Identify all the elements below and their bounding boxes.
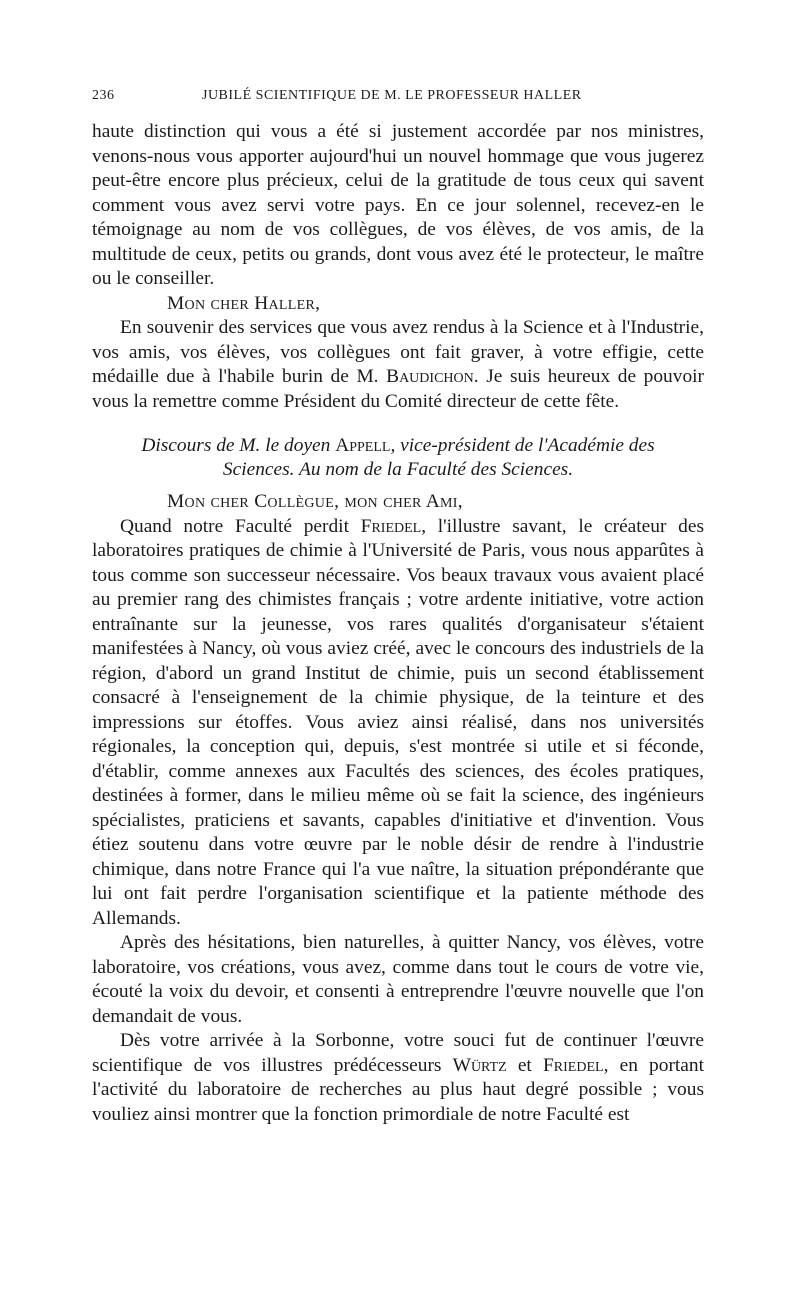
page-number: 236 — [92, 88, 115, 103]
paragraph-medal-text-a: En souvenir des services que vous avez rendus à la Science et à l'Industrie, vos amis, vos élèves, vos collègues ont fait graver, à votre effigie, cette médaille due à l'habile burin de M. — [92, 317, 704, 387]
heading-line1-rest: , vice-président de l'Académie des — [390, 435, 655, 456]
person-name-wurtz: Würtz — [452, 1054, 507, 1076]
person-name-baudichon: Baudichon — [386, 366, 474, 387]
paragraph-friedel-text-b: , l'illustre savant, le créateur des laboratoires pratiques de chimie à l'Université de Paris, vous nous apparûtes à tous comme son successeur nécessaire. Vos beaux travaux vous avaient placé au premier rang des chimistes français ; votre ardente initiative, votre action entraînante sur la jeunesse, vos rares qualités d'organisateur s'étaient manifestées à Nancy, où vous aviez créé, avec le concours des industriels de la région, d'abord un grand Institut de chimie, puis un second établissement consacré à l'enseignement de la chimie physique, de la teinture et des impressions sur étoffes. Vous aviez ainsi réalisé, dans nos universités régionales, la conception qui, depuis, s'est montrée si utile et si féconde, d'établir, comme annexes aux Facultés des sciences, des écoles pratiques, destinées à former, dans le milieu même où se fait la science, des ingénieurs spécialistes, praticiens et savants, capables d'initiative et d'invention. Vous étiez soutenu dans votre œuvre par le noble désir de rendre à l'industrie chimique, dans notre France qui l'a vue naître, la situation prépondérante que lui ont fait perdre l'organisation scientifique et la patiente méthode des Allemands. — [92, 515, 704, 929]
paragraph-continuation: haute distinction qui vous a été si justement accordée par nos ministres, venons-nous vous apporter aujourd'hui un nouvel hommage que vous jugerez peut-être encore plus précieux, celui de la gratitude de tous ceux qui savent comment vous avez servi votre pays. En ce jour solennel, recevez-en le témoignage au nom de vos collègues, de vos élèves, de vos amis, de la multitude de ceux, petits ou grands, dont vous avez été le protecteur, le maître ou le conseiller. — [92, 121, 704, 289]
paragraph-nancy: Après des hésitations, bien naturelles, à quitter Nancy, vos élèves, votre laboratoire, vos créations, vous avez, comme dans tout le cours de votre vie, écouté la voix du devoir, et consenti à entreprendre l'œuvre nouvelle que l'on demandait de vous. — [92, 932, 704, 1027]
person-name-friedel-2: Friedel — [543, 1054, 604, 1076]
running-head — [92, 88, 704, 110]
person-name-appell: Appell — [335, 435, 391, 456]
paragraph-medal-text-b: . Je suis heureux de pouvoir vous la remettre comme Président du Comité directeur de cette fête. — [92, 366, 704, 412]
salutation-collegue: Mon cher Collègue, mon cher Ami, — [167, 491, 463, 512]
paragraph-medal — [92, 316, 704, 414]
paragraph-sorbonne — [92, 1029, 704, 1127]
heading-prefix: Discours de M. le doyen — [141, 435, 336, 456]
body-text — [92, 120, 704, 1127]
paragraph-friedel-text-a: Quand notre Faculté perdit — [120, 515, 361, 537]
paragraph-sorbonne-text-b: et — [506, 1054, 543, 1076]
paragraph-sorbonne-text-a: Dès votre arrivée à la Sorbonne, votre souci fut de continuer l'œuvre scientifique de vos illustres prédécesseurs — [92, 1030, 704, 1076]
person-name-friedel: Friedel — [360, 515, 422, 537]
running-head-title: JUBILÉ SCIENTIFIQUE DE M. LE PROFESSEUR HALLER — [202, 88, 582, 103]
section-heading-line-1 — [92, 434, 704, 458]
paragraph-sorbonne-text-c: , en portant l'activité du laboratoire de recherches au plus haut degré possible ; vous vouliez ainsi montrer que la fonction primordiale de notre Faculté est — [92, 1054, 704, 1125]
paragraph-friedel — [92, 515, 704, 932]
salutation-haller: Mon cher Haller, — [167, 292, 321, 314]
section-heading-appell — [92, 434, 704, 482]
section-heading-line-2: Sciences. Au nom de la Faculté des Sciences. — [222, 459, 574, 480]
